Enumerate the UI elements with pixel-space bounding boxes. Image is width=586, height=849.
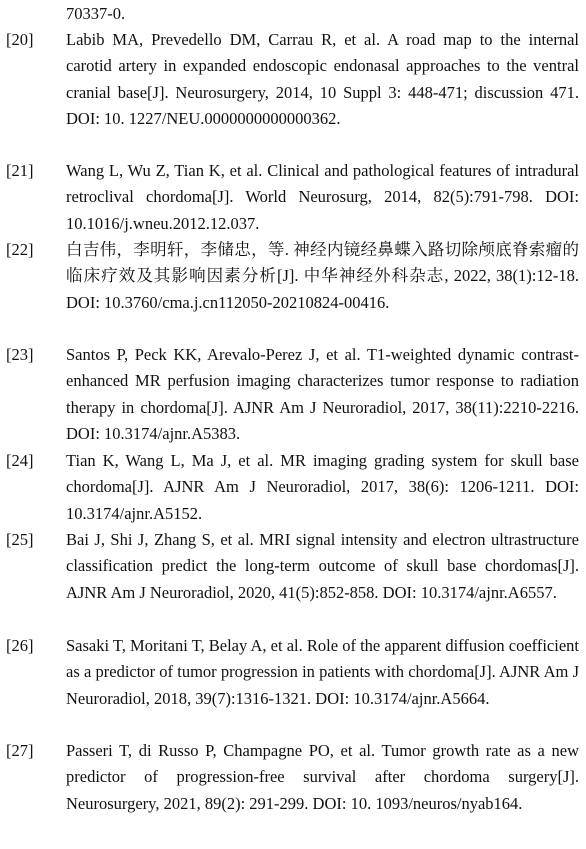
reference-text: Passeri T, di Russo P, Champagne PO, et al. Tumor growth rate as a new predictor of progression-free survival after chordoma surgery[J]. Neurosurgery, 2021, 89(2): 291-299. DOI: 10. 1093/neuros/nyab164. [66,741,579,813]
reference-text: Labib MA, Prevedello DM, Carrau R, et al. A road map to the internal carotid artery in expanded endoscopic endonasal approaches to the ventral cranial base[J]. Neurosurgery, 2014, 10 Suppl 3: 448-471; discussion 471. DOI: 10. 1227/NEU.0000000000000362. [66,30,579,129]
reference-text: Sasaki T, Moritani T, Belay A, et al. Role of the apparent diffusion coefficient as a predictor of tumor progression in patients with chordoma[J]. AJNR Am J Neuroradiol, 2018, 39(7):1316-1321. DOI: 10.3174/ajnr.A5664. [66,636,579,708]
reference-text: Santos P, Peck KK, Arevalo-Perez J, et al. T1-weighted dynamic contrast-enhanced MR perfusion imaging characterizes tumor response to radiation therapy in chordoma[J]. AJNR Am J Neuroradiol, 2017, 38(11):2210-2216. DOI: 10.3174/ajnr.A5383. [66,345,579,444]
reference-number: [20] [6,30,34,49]
reference-number: [26] [6,636,34,655]
reference-text: Tian K, Wang L, Ma J, et al. MR imaging grading system for skull base chordoma[J]. AJNR Am J Neuroradiol, 2017, 38(6): 1206-1211. DOI: 10.3174/ajnr.A5152. [66,451,579,523]
reference-number: [24] [6,451,34,470]
reference-text: Wang L, Wu Z, Tian K, et al. Clinical and pathological features of intradural retroclival chordoma[J]. World Neurosurg, 2014, 82(5):791-798. DOI: 10.1016/j.wneu.2012.12.037. [66,161,579,233]
reference-text: Bai J, Shi J, Zhang S, et al. MRI signal intensity and electron ultrastructure classification predict the long-term outcome of skull base chordomas[J]. AJNR Am J Neuroradiol, 2020, 41(5):852-858. DOI: 10.3174/ajnr.A6557. [66,530,579,602]
reference-number: [21] [6,161,34,180]
reference-text: 白吉伟，李明轩，李储忠，等. 神经内镜经鼻蝶入路切除颅底脊索瘤的临床疗效及其影响因素分析[J]. 中华神经外科杂志, 2022, 38(1):12-18. DOI: 10.3760/cma.j.cn112050-20210824-00416. [66,240,579,312]
reference-number: [22] [6,240,34,259]
reference-number: [27] [6,741,34,760]
reference-number: [23] [6,345,34,364]
reference-continuation: 70337-0. [66,4,126,23]
reference-number: [25] [6,530,34,549]
